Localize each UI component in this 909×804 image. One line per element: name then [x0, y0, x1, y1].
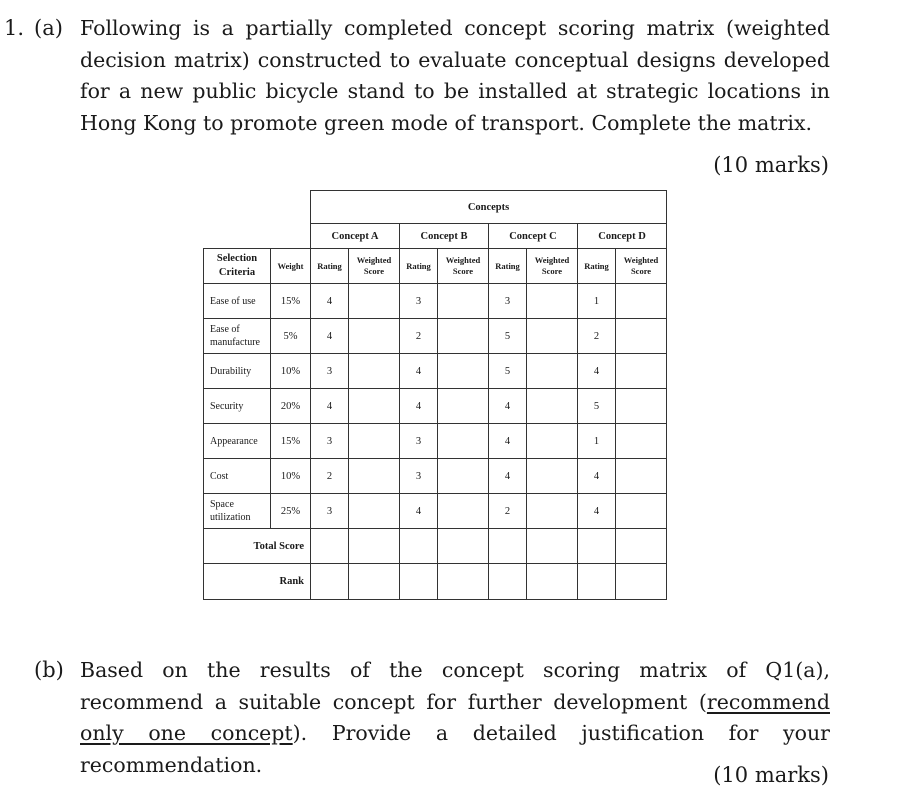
rating-cell: 3	[311, 354, 349, 389]
part-b-label: (b)	[34, 658, 64, 682]
rating-cell: 3	[311, 424, 349, 459]
concepts-header: Concepts	[311, 191, 667, 224]
rating-cell: 4	[578, 354, 616, 389]
rank-cell[interactable]	[489, 564, 527, 600]
concept-b-header: Concept B	[400, 224, 489, 249]
weighted-score-cell[interactable]	[349, 319, 400, 354]
rank-cell[interactable]	[616, 564, 667, 600]
rank-label: Rank	[204, 564, 311, 600]
rank-cell[interactable]	[349, 564, 400, 600]
part-a-label: (a)	[34, 16, 63, 40]
criterion-label: Appearance	[204, 424, 271, 459]
rating-cell: 4	[311, 389, 349, 424]
weighted-score-cell[interactable]	[616, 354, 667, 389]
weighted-score-cell[interactable]	[616, 389, 667, 424]
weighted-score-header: Weighted Score	[349, 249, 400, 284]
total-score-cell[interactable]	[400, 529, 438, 564]
rating-cell: 5	[578, 389, 616, 424]
weighted-score-cell[interactable]	[438, 459, 489, 494]
rating-header: Rating	[311, 249, 349, 284]
rating-cell: 4	[400, 494, 438, 529]
criterion-label: Durability	[204, 354, 271, 389]
criterion-label: Security	[204, 389, 271, 424]
rating-cell: 3	[400, 459, 438, 494]
weighted-score-cell[interactable]	[527, 389, 578, 424]
weighted-score-cell[interactable]	[438, 284, 489, 319]
part-b-text-after: ). Provide a detailed justification for your recommendation.	[80, 721, 830, 777]
concept-c-header: Concept C	[489, 224, 578, 249]
total-score-cell[interactable]	[489, 529, 527, 564]
weighted-score-cell[interactable]	[616, 494, 667, 529]
rating-cell: 5	[489, 319, 527, 354]
rank-cell[interactable]	[578, 564, 616, 600]
part-b-marks: (10 marks)	[713, 763, 829, 787]
criterion-row	[204, 389, 667, 424]
weighted-score-cell[interactable]	[527, 284, 578, 319]
rating-cell: 3	[489, 284, 527, 319]
rating-cell: 2	[578, 319, 616, 354]
rating-cell: 4	[311, 319, 349, 354]
rating-cell: 4	[489, 389, 527, 424]
rating-cell: 3	[311, 494, 349, 529]
total-score-cell[interactable]	[578, 529, 616, 564]
weighted-score-cell[interactable]	[438, 354, 489, 389]
weighted-score-cell[interactable]	[438, 389, 489, 424]
weighted-score-cell[interactable]	[349, 494, 400, 529]
weighted-score-cell[interactable]	[616, 424, 667, 459]
rating-cell: 4	[489, 459, 527, 494]
criterion-label: Space utilization	[204, 494, 271, 529]
criterion-weight: 5%	[271, 319, 311, 354]
criterion-weight: 10%	[271, 459, 311, 494]
rating-cell: 1	[578, 424, 616, 459]
criterion-weight: 20%	[271, 389, 311, 424]
total-score-cell[interactable]	[616, 529, 667, 564]
criterion-row	[204, 284, 667, 319]
weighted-score-header: Weighted Score	[616, 249, 667, 284]
criterion-row	[204, 459, 667, 494]
total-score-label: Total Score	[204, 529, 311, 564]
rating-cell: 3	[400, 284, 438, 319]
weighted-score-header: Weighted Score	[527, 249, 578, 284]
criterion-weight: 15%	[271, 424, 311, 459]
rating-cell: 4	[400, 354, 438, 389]
rating-cell: 4	[311, 284, 349, 319]
criterion-row	[204, 494, 667, 529]
weighted-score-cell[interactable]	[527, 494, 578, 529]
rating-cell: 4	[578, 459, 616, 494]
weighted-score-cell[interactable]	[349, 424, 400, 459]
weighted-score-cell[interactable]	[438, 494, 489, 529]
rank-cell[interactable]	[311, 564, 349, 600]
weighted-score-cell[interactable]	[527, 354, 578, 389]
rating-header: Rating	[578, 249, 616, 284]
weight-header: Weight	[271, 249, 311, 284]
rating-cell: 5	[489, 354, 527, 389]
criterion-row	[204, 424, 667, 459]
weighted-score-cell[interactable]	[616, 319, 667, 354]
weighted-score-cell[interactable]	[349, 459, 400, 494]
rating-cell: 2	[311, 459, 349, 494]
rating-cell: 4	[578, 494, 616, 529]
weighted-score-cell[interactable]	[349, 389, 400, 424]
question-number: 1.	[4, 16, 25, 40]
weighted-score-cell[interactable]	[527, 319, 578, 354]
rating-cell: 2	[400, 319, 438, 354]
weighted-score-cell[interactable]	[616, 459, 667, 494]
weighted-score-header: Weighted Score	[438, 249, 489, 284]
part-a-text: Following is a partially completed concept scoring matrix (weighted decision matrix) constructed to evaluate conceptual designs developed for a new public bicycle stand to be installed at strategic locations in Hong Kong to promote green mode of transport. Complete the matrix.	[80, 16, 830, 135]
rating-header: Rating	[489, 249, 527, 284]
part-b-text-before: Based on the results of the concept scoring matrix of Q1(a), recommend a suitable concept for further development (	[80, 658, 830, 714]
part-a-marks: (10 marks)	[713, 153, 829, 177]
total-score-cell[interactable]	[527, 529, 578, 564]
criterion-label: Ease of use	[204, 284, 271, 319]
selection-criteria-header: Selection Criteria	[204, 249, 271, 284]
rank-cell[interactable]	[438, 564, 489, 600]
weighted-score-cell[interactable]	[527, 424, 578, 459]
criterion-weight: 10%	[271, 354, 311, 389]
weighted-score-cell[interactable]	[616, 284, 667, 319]
rating-cell: 1	[578, 284, 616, 319]
rank-cell[interactable]	[400, 564, 438, 600]
weighted-score-cell[interactable]	[438, 319, 489, 354]
criterion-row	[204, 319, 667, 354]
concept-a-header: Concept A	[311, 224, 400, 249]
concept-d-header: Concept D	[578, 224, 667, 249]
criterion-label: Ease of manufacture	[204, 319, 271, 354]
total-score-cell[interactable]	[438, 529, 489, 564]
weighted-score-cell[interactable]	[527, 459, 578, 494]
total-score-cell[interactable]	[311, 529, 349, 564]
weighted-score-cell[interactable]	[349, 284, 400, 319]
criterion-row	[204, 354, 667, 389]
rating-cell: 3	[400, 424, 438, 459]
rating-cell: 4	[489, 424, 527, 459]
rating-cell: 4	[400, 389, 438, 424]
weighted-score-cell[interactable]	[438, 424, 489, 459]
criterion-weight: 25%	[271, 494, 311, 529]
weighted-score-cell[interactable]	[349, 354, 400, 389]
criterion-weight: 15%	[271, 284, 311, 319]
total-score-cell[interactable]	[349, 529, 400, 564]
concept-scoring-matrix	[203, 190, 666, 596]
rank-cell[interactable]	[527, 564, 578, 600]
rating-header: Rating	[400, 249, 438, 284]
rating-cell: 2	[489, 494, 527, 529]
criterion-label: Cost	[204, 459, 271, 494]
part-b-underlined: recommend only one concept	[80, 689, 830, 745]
